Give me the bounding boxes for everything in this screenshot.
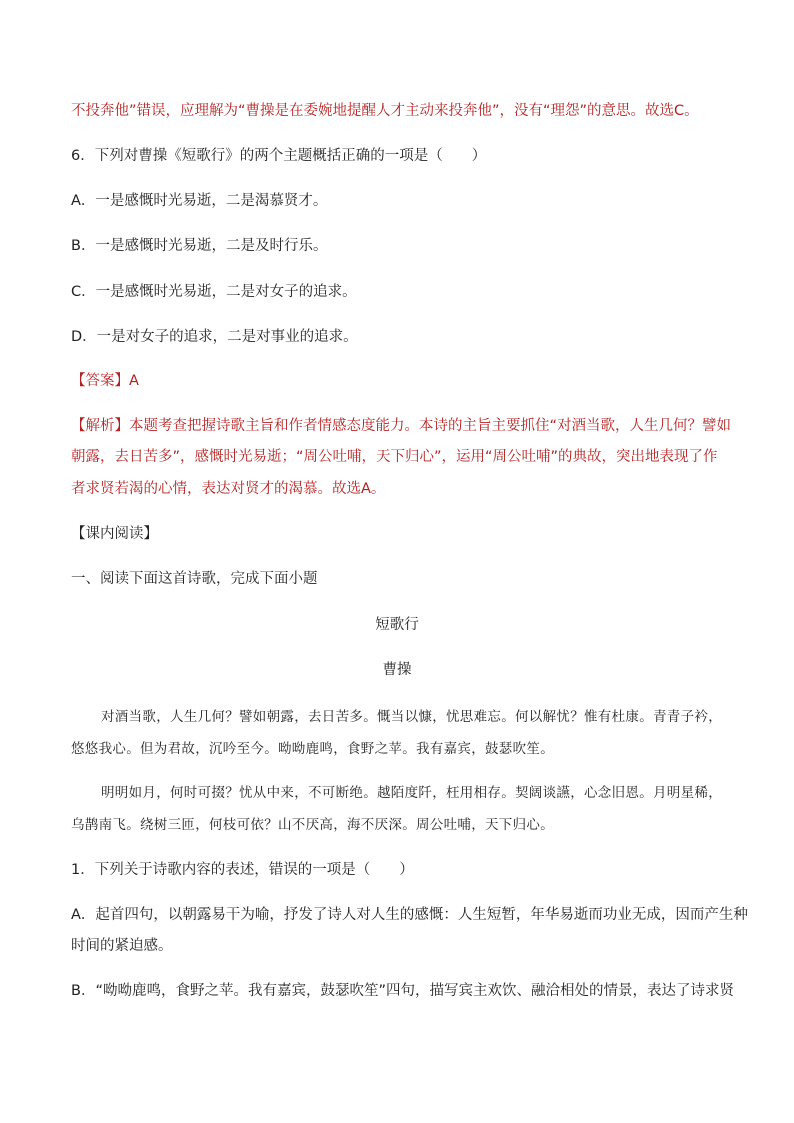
question-6-option-c: C．一是感慨时光易逝，二是对女子的追求。 [71, 284, 357, 300]
question-6-analysis-line-1: 【解析】本题考查把握诗歌主旨和作者情感态度能力。本诗的主旨主要抓住“对酒当歌，人生几何？譬如 [71, 418, 732, 434]
question-6-analysis-line-2: 朝露，去日苦多”，感慨时光易逝；“周公吐哺，天下归心”，运用“周公吐哺”的典故，突出地表现了作 [71, 449, 718, 465]
question-6-answer: 【答案】A [71, 373, 139, 389]
intro-explanation: 不投奔他”错误，应理解为“曹操是在委婉地提醒人才主动来投奔他”，没有“理怨”的意思。故选C。 [71, 103, 699, 119]
question-6-option-d: D．一是对女子的追求，二是对事业的追求。 [71, 329, 358, 345]
question-1-option-a-line-2: 时间的紧迫感。 [71, 938, 173, 954]
question-6-option-a: A．一是感慨时光易逝，二是渴慕贤才。 [71, 193, 328, 209]
poem-stanza-1-line-1: 对酒当歌，人生几何？譬如朝露，去日苦多。慨当以慷，忧思难忘。何以解忧？惟有杜康。青青子衿， [101, 709, 722, 725]
question-1-stem: 1．下列关于诗歌内容的表述，错误的一项是（ ） [71, 862, 414, 878]
poem-stanza-2-line-1: 明明如月，何时可掇？忧从中来，不可断绝。越陌度阡，枉用相存。契阔谈讌，心念旧恩。月明星稀， [101, 785, 722, 801]
reading-intro: 一、阅读下面这首诗歌，完成下面小题 [71, 571, 318, 587]
poem-stanza-1-line-2: 悠悠我心。但为君故，沉吟至今。呦呦鹿鸣，食野之苹。我有嘉宾，鼓瑟吹笙。 [71, 741, 554, 757]
question-1-option-b-line-1: B．“呦呦鹿鸣，食野之苹。我有嘉宾，鼓瑟吹笙”四句，描写宾主欢饮、融洽相处的情景，表达了诗求贤 [71, 983, 734, 999]
poem-title: 短歌行 [375, 617, 419, 633]
question-1-option-a-line-1: A．起首四句，以朝露易干为喻，抒发了诗人对人生的感慨：人生短暂，年华易逝而功业无成，因而产生种 [71, 907, 748, 923]
poem-stanza-2-line-2: 乌鹊南飞。绕树三匝，何枝可依？山不厌高，海不厌深。周公吐哺，天下归心。 [71, 817, 554, 833]
question-6-analysis-line-3: 者求贤若渴的心情，表达对贤才的渴慕。故选A。 [71, 481, 386, 497]
section-header: 【课内阅读】 [71, 526, 158, 542]
question-6-stem: 6．下列对曹操《短歌行》的两个主题概括正确的一项是（ ） [71, 148, 487, 164]
poem-author: 曹操 [382, 662, 412, 678]
question-6-option-b: B．一是感慨时光易逝，二是及时行乐。 [71, 238, 328, 254]
